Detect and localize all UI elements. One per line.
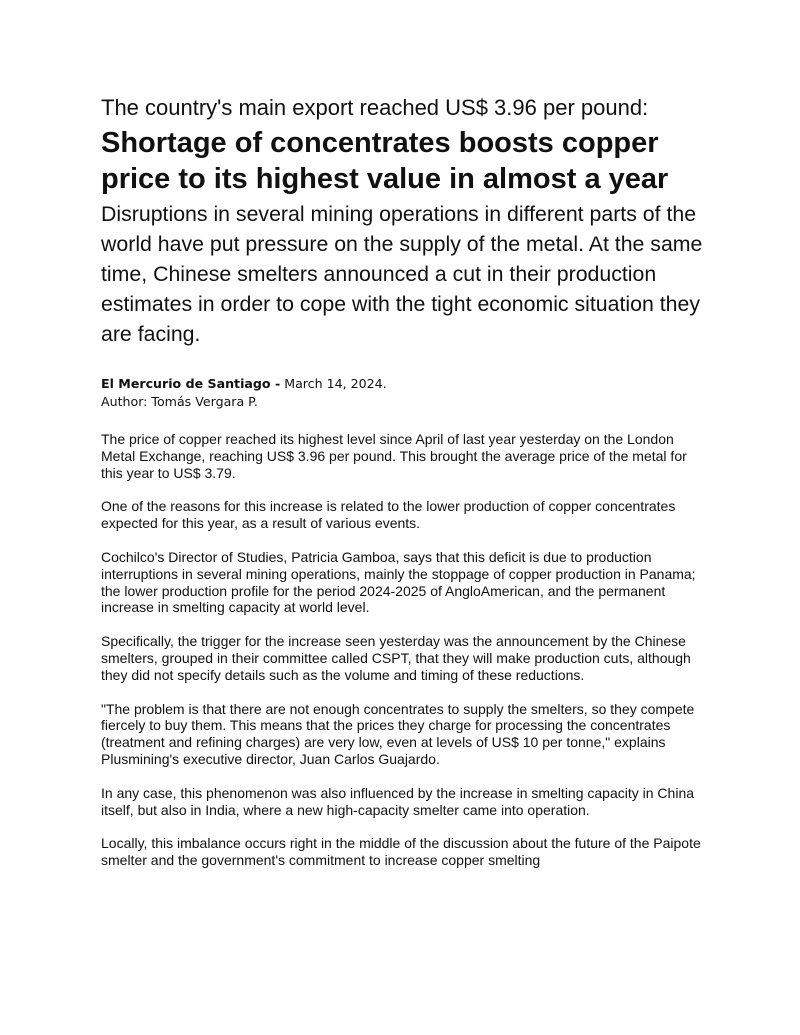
- article-paragraph: Specifically, the trigger for the increase seen yesterday was the announcement by the Chinese smelters, grouped in their committee called CSPT, that they will make production cuts, although they did not specify details such as the volume and timing of these reductions.: [101, 633, 691, 683]
- article: [101, 95, 711, 886]
- article-kicker: The country's main export reached US$ 3.96 per pound:: [101, 95, 649, 120]
- byline-source: El Mercurio de Santiago -: [101, 376, 281, 391]
- article-paragraph: Locally, this imbalance occurs right in the middle of the discussion about the future of the Paipote smelter and the government's commitment to increase copper smelting: [101, 835, 701, 869]
- byline-date: March 14, 2024.: [284, 376, 387, 391]
- article-body: [101, 431, 711, 869]
- byline-source-line: [101, 375, 711, 393]
- article-subheadline: Disruptions in several mining operations in different parts of the world have put pressure on the supply of the metal. At the same time, Chinese smelters announced a cut in their production estimates in order to cope with the tight economic situation they are facing.: [101, 202, 703, 346]
- article-paragraph: One of the reasons for this increase is related to the lower production of copper concentrates expected for this year, as a result of various events.: [101, 498, 676, 532]
- byline: [101, 375, 711, 411]
- article-paragraph: The price of copper reached its highest level since April of last year yesterday on the London Metal Exchange, reaching US$ 3.96 per pound. This brought the average price of the metal for this year to US$ 3.79.: [101, 431, 687, 481]
- article-headline: Shortage of concentrates boosts copper price to its highest value in almost a year: [101, 127, 669, 195]
- article-paragraph: In any case, this phenomenon was also influenced by the increase in smelting capacity in China itself, but also in India, where a new high-capacity smelter came into operation.: [101, 784, 695, 818]
- article-paragraph: Cochilco's Director of Studies, Patricia Gamboa, says that this deficit is due to production interruptions in several mining operations, mainly the stoppage of copper production in Panama; the lower production profile for the period 2024-2025 of AngloAmerican, and the permanent increase in smelting capacity at world level.: [101, 548, 696, 616]
- byline-author: Author: Tomás Vergara P.: [101, 394, 258, 409]
- article-paragraph: "The problem is that there are not enough concentrates to supply the smelters, so they compete fiercely to buy them. This means that the prices they charge for processing the concentrates (treatment and refining charges) are very low, even at levels of US$ 10 per tonne," explains Plusmining's executive director, Juan Carlos Guajardo.: [101, 700, 695, 767]
